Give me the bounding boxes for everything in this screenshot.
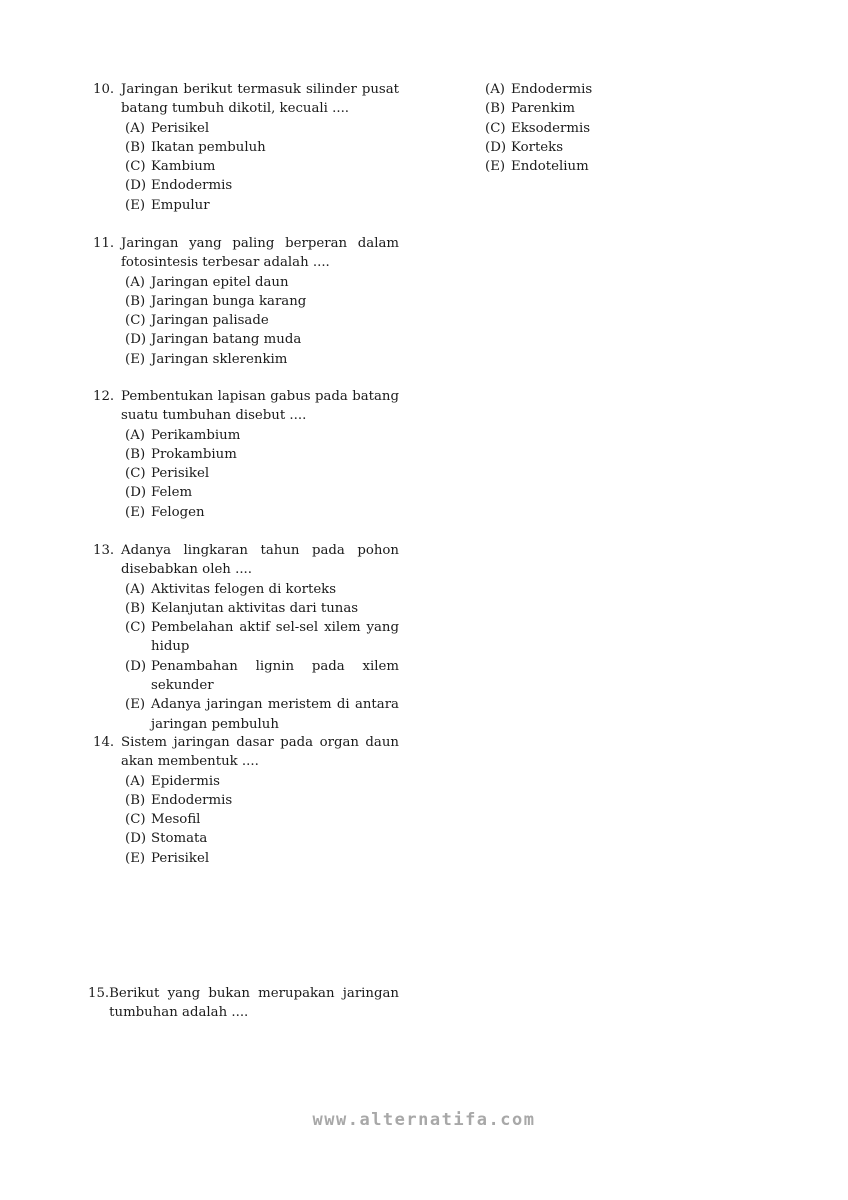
option-letter: (C) [125, 466, 146, 482]
option-letter: (A) [125, 120, 145, 136]
option-text: Perisikel [151, 850, 210, 866]
question-11 [93, 234, 399, 369]
option-c [125, 464, 399, 483]
option-text: Parenkim [511, 101, 575, 117]
option-a [485, 80, 705, 99]
option-letter: (D) [125, 485, 147, 501]
option-text: Eksodermis [511, 120, 591, 136]
option-b [125, 791, 399, 810]
question-text: Berikut yang bukan merupakan jaringan tumbuhan adalah .... [109, 986, 399, 1021]
option-c [125, 157, 399, 176]
option-letter: (C) [125, 812, 146, 828]
option-text: Pembelahan aktif sel-sel xilem yang hidup [151, 620, 399, 655]
option-letter: (C) [125, 159, 146, 175]
option-text: Jaringan sklerenkim [151, 351, 288, 367]
option-letter: (A) [125, 581, 145, 597]
option-b [125, 599, 399, 618]
option-letter: (D) [125, 178, 147, 194]
option-letter: (E) [125, 850, 146, 866]
question-15-options [485, 80, 705, 176]
option-letter: (B) [125, 446, 146, 462]
option-letter: (C) [125, 620, 146, 636]
question-text: Jaringan berikut termasuk silinder pusat batang tumbuh dikotil, kecuali .... [121, 82, 399, 117]
question-12 [93, 387, 399, 522]
option-letter: (B) [125, 139, 146, 155]
option-text: Empulur [151, 197, 210, 213]
option-text: Perisikel [151, 466, 210, 482]
option-d [125, 657, 399, 696]
question-15 [88, 984, 399, 1023]
option-letter: (D) [125, 831, 147, 847]
option-letter: (A) [125, 773, 145, 789]
option-letter: (D) [485, 139, 507, 155]
option-text: Penambahan lignin pada xilem sekunder [151, 658, 399, 694]
option-text: Jaringan bunga karang [151, 293, 307, 309]
option-text: Endodermis [151, 792, 233, 808]
question-number: 10. [93, 82, 115, 97]
option-c [125, 311, 399, 330]
option-text: Aktivitas felogen di korteks [151, 581, 337, 597]
option-text: Jaringan palisade [151, 313, 269, 329]
option-text: Endodermis [511, 82, 593, 97]
option-text: Felogen [151, 504, 205, 520]
option-list [93, 119, 399, 215]
option-e [125, 196, 399, 215]
option-c [125, 810, 399, 829]
option-d [125, 829, 399, 848]
option-e [125, 503, 399, 522]
option-letter: (C) [485, 120, 506, 136]
option-e [125, 849, 399, 868]
option-letter: (B) [485, 101, 506, 117]
option-letter: (E) [125, 197, 146, 213]
option-c [125, 618, 399, 657]
option-c [485, 119, 705, 138]
option-text: Endodermis [151, 178, 233, 194]
option-text: Kelanjutan aktivitas dari tunas [151, 600, 359, 616]
option-letter: (E) [125, 697, 146, 713]
question-text: Adanya lingkaran tahun pada pohon disebabkan oleh .... [121, 543, 399, 578]
option-d [125, 483, 399, 502]
option-d [485, 138, 705, 157]
option-b [125, 292, 399, 311]
option-letter: (E) [125, 504, 146, 520]
option-letter: (A) [125, 274, 145, 290]
option-a [125, 273, 399, 292]
option-letter: (D) [125, 658, 147, 674]
option-letter: (A) [125, 427, 145, 443]
option-d [125, 330, 399, 349]
option-a [125, 772, 399, 791]
option-a [125, 580, 399, 599]
option-a [125, 426, 399, 445]
question-number: 12. [93, 389, 115, 404]
option-e [485, 157, 705, 176]
option-letter: (C) [125, 313, 146, 329]
option-text: Felem [151, 485, 193, 501]
question-number: 15. [88, 986, 110, 1001]
option-text: Perikambium [151, 427, 241, 443]
option-letter: (D) [125, 332, 147, 348]
option-b [485, 99, 705, 118]
option-a [125, 119, 399, 138]
question-text: Jaringan yang paling berperan dalam fotosintesis terbesar adalah .... [121, 236, 399, 271]
option-letter: (E) [485, 159, 506, 175]
option-e [125, 695, 399, 734]
watermark: www.alternatifa.com [312, 1110, 536, 1130]
option-list [485, 80, 705, 176]
option-b [125, 445, 399, 464]
option-d [125, 176, 399, 195]
option-text: Prokambium [151, 446, 237, 462]
option-list [93, 580, 399, 734]
option-text: Epidermis [151, 773, 220, 789]
option-letter: (E) [125, 351, 146, 367]
option-letter: (B) [125, 600, 146, 616]
option-list [93, 772, 399, 868]
question-14 [93, 733, 399, 868]
option-text: Kambium [151, 159, 216, 175]
option-list [93, 273, 399, 369]
option-letter: (A) [485, 82, 505, 97]
option-text: Perisikel [151, 120, 210, 136]
question-number: 13. [93, 543, 115, 558]
option-text: Adanya jaringan meristem di antara jaringan pembuluh [151, 697, 399, 732]
question-13 [93, 541, 399, 734]
question-number: 11. [93, 236, 115, 251]
question-10 [93, 80, 399, 215]
option-text: Jaringan epitel daun [151, 274, 289, 290]
option-b [125, 138, 399, 157]
option-text: Korteks [511, 139, 564, 155]
option-text: Stomata [151, 831, 208, 847]
option-text: Ikatan pembuluh [151, 139, 266, 155]
question-number: 14. [93, 735, 115, 750]
question-text: Pembentukan lapisan gabus pada batang suatu tumbuhan disebut .... [121, 389, 399, 424]
option-text: Mesofil [151, 812, 201, 828]
option-list [93, 426, 399, 522]
option-letter: (B) [125, 293, 146, 309]
option-letter: (B) [125, 792, 146, 808]
question-text: Sistem jaringan dasar pada organ daun akan membentuk .... [121, 735, 399, 770]
option-e [125, 350, 399, 369]
option-text: Endotelium [511, 159, 589, 175]
option-text: Jaringan batang muda [151, 332, 302, 348]
